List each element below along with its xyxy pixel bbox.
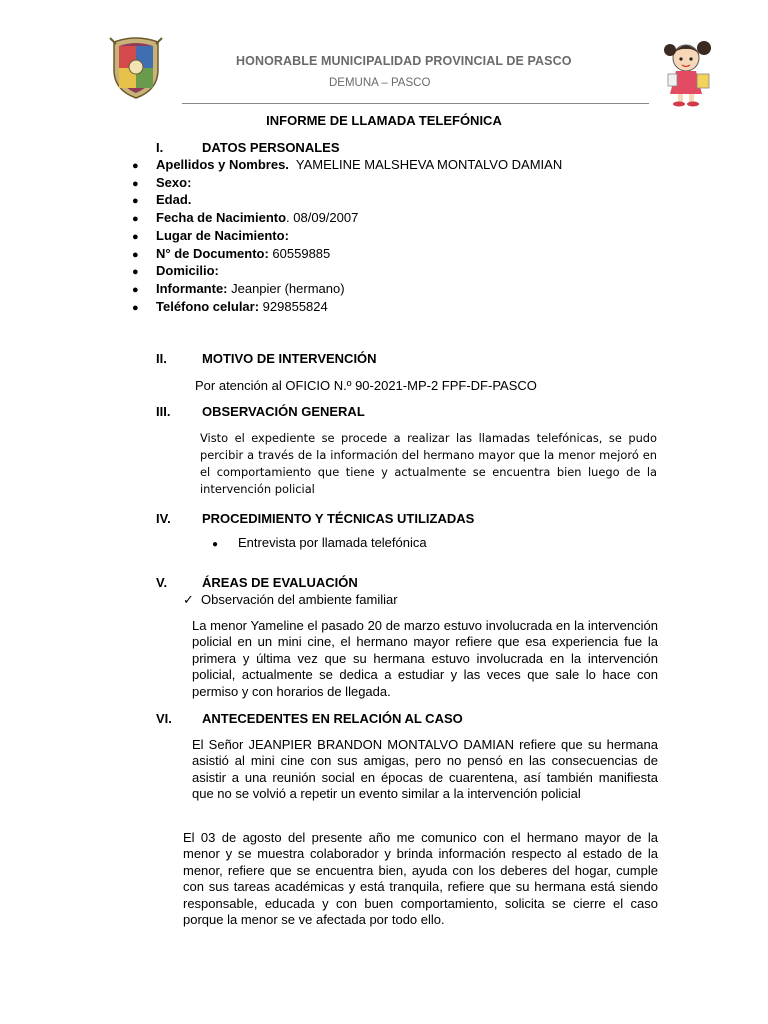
personal-data-value: 929855824 [259,298,328,314]
bullet-icon: ● [132,301,139,314]
section-1-heading: DATOS PERSONALES [202,140,340,155]
section-5-heading: ÁREAS DE EVALUACIÓN [202,575,358,590]
department-name: DEMUNA – PASCO [329,77,431,89]
section-2-heading: MOTIVO DE INTERVENCIÓN [202,351,377,366]
bullet-icon: ● [132,266,139,279]
section-3-number: III. [156,404,171,419]
personal-data-row [120,228,680,246]
section-6-number: VI. [156,711,172,726]
personal-data-label: Fecha de Nacimiento [156,210,287,226]
personal-data-label: N° de Documento: [156,245,269,261]
personal-data-label: Edad. [156,192,192,208]
personal-data-value: 60559885 [268,245,331,261]
general-observation-text: Visto el expediente se procede a realizar las llamadas telefónicas, se pudo percibir a través de la información del hermano mayor que la menor mejoró en el comportamiento que tiene y actualmente se encuentra bien luego de la intervención policial [200,431,657,496]
personal-data-row [120,299,680,317]
institution-name: HONORABLE MUNICIPALIDAD PROVINCIAL DE PASCO [236,54,572,68]
personal-data-row [120,157,680,175]
checkmark-icon: ✓ [183,592,194,607]
personal-data-row [120,281,680,299]
personal-data-label: Apellidos y Nombres. [156,157,289,172]
personal-data-row [120,175,680,193]
personal-data-row [120,192,680,210]
personal-data-row [120,263,680,281]
personal-data-value: Jeanpier (hermano) [227,280,345,296]
personal-data-label: Lugar de Nacimiento: [156,227,289,243]
personal-data-label: Domicilio: [156,263,219,279]
bullet-icon: ● [132,248,139,261]
personal-data-label: Informante: [156,280,228,296]
report-title: INFORME DE LLAMADA TELEFÓNICA [266,113,502,128]
section-4-heading: PROCEDIMIENTO Y TÉCNICAS UTILIZADAS [202,511,475,526]
bullet-icon: ● [132,177,139,190]
background-text-2: El 03 de agosto del presente año me comunico con el hermano mayor de la menor y se muestra colaborador y brinda información respecto al estado de la menor, refiere que se encuentra bien, ayuda con los deberes del hogar, cumple con sus tareas académicas y está tranquila, refiere que su hermana está siendo responsable, educada y con buen comportamiento, solicita se cierre el caso porque la menor se ve afectada por todo ello. [183,830,658,928]
personal-data-label: Sexo: [156,174,192,190]
evaluation-item-label: Observación del ambiente familiar [201,592,398,607]
personal-data-row [120,210,680,228]
section-3-heading: OBSERVACIÓN GENERAL [202,404,365,419]
header-divider [182,103,649,104]
municipal-shield-logo [108,34,164,100]
evaluation-check-item [183,592,398,608]
background-text-1: El Señor JEANPIER BRANDON MONTALVO DAMIAN refiere que su hermana asistió al mini cine con sus amigas, pero no pensó en las consecuencias de asistir a una reunión social en épocas de cuarentena, así también manifiesta que no se volvió a repetir un evento similar a la intervención policial [192,737,658,802]
bullet-icon: ● [212,539,219,550]
technique-list-item [212,535,427,550]
personal-data-value: . 08/09/2007 [286,210,359,226]
evaluation-text: La menor Yameline el pasado 20 de marzo estuvo involucrada en la intervención policial en un mini cine, el hermano mayor refiere que esa experiencia fue la primera y última vez que su hermana estuvo involucrada en la intervención policial, actualmente se dedica a estudiar y las veces que sale lo hace con permiso y con horarios de llegada. [192,618,658,699]
bullet-icon: ● [132,230,139,243]
section-6-heading: ANTECEDENTES EN RELACIÓN AL CASO [202,711,463,726]
bullet-icon: ● [132,160,139,172]
section-1-number: I. [156,140,164,155]
intervention-reason: Por atención al OFICIO N.º 90-2021-MP-2 FPF-DF-PASCO [195,378,537,393]
bullet-icon: ● [132,283,139,296]
girl-cartoon-logo [646,38,726,108]
section-5-number: V. [156,575,168,590]
section-4-number: IV. [156,511,171,526]
bullet-icon: ● [132,195,139,208]
personal-data-value: YAMELINE MALSHEVA MONTALVO DAMIAN [288,157,563,172]
personal-data-label: Teléfono celular: [156,298,260,314]
section-2-number: II. [156,351,167,366]
personal-data-row [120,246,680,264]
bullet-icon: ● [132,213,139,226]
technique-label: Entrevista por llamada telefónica [238,535,427,550]
